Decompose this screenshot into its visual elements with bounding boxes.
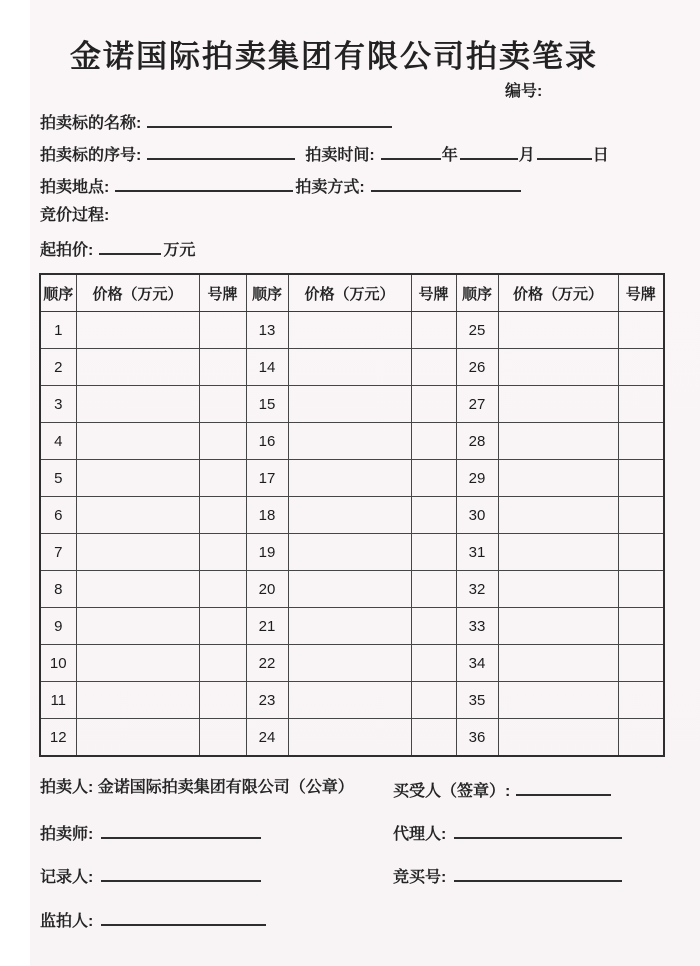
price-header: 价格（万元）	[288, 274, 411, 312]
price-cell	[76, 460, 199, 497]
paddle-cell	[199, 534, 246, 571]
price-cell	[498, 460, 618, 497]
price-cell	[288, 645, 411, 682]
lot-name-blank	[147, 110, 392, 128]
sequence-cell: 13	[246, 312, 288, 349]
paddle-cell	[411, 645, 456, 682]
price-cell	[288, 719, 411, 757]
lot-serial-time-line	[40, 142, 609, 166]
sequence-cell: 21	[246, 608, 288, 645]
paddle-cell	[411, 460, 456, 497]
table-row	[40, 312, 664, 349]
paddle-cell	[199, 719, 246, 757]
sequence-cell: 6	[40, 497, 76, 534]
price-cell	[498, 312, 618, 349]
paddle-cell	[199, 460, 246, 497]
sequence-cell: 3	[40, 386, 76, 423]
sequence-cell: 7	[40, 534, 76, 571]
bidder-no-field	[393, 864, 622, 888]
paddle-cell	[199, 497, 246, 534]
bidding-process-label: 竞价过程:	[40, 207, 110, 224]
price-header: 价格（万元）	[76, 274, 199, 312]
supervisor-label: 监拍人:	[40, 913, 94, 930]
price-cell	[288, 386, 411, 423]
location-label: 拍卖地点:	[40, 179, 110, 196]
paddle-header: 号牌	[618, 274, 664, 312]
day-suffix: 日	[592, 147, 609, 164]
auctioneer-agent-line	[40, 821, 447, 845]
paddle-cell	[199, 645, 246, 682]
sequence-cell: 14	[246, 349, 288, 386]
sequence-cell: 23	[246, 682, 288, 719]
sequence-cell: 15	[246, 386, 288, 423]
sequence-cell: 20	[246, 571, 288, 608]
price-cell	[498, 349, 618, 386]
lot-name-line	[40, 110, 392, 134]
paddle-cell	[618, 497, 664, 534]
price-cell	[498, 645, 618, 682]
supervisor-blank	[101, 908, 266, 926]
price-cell	[498, 386, 618, 423]
sequence-header: 顺序	[40, 274, 76, 312]
sequence-cell: 32	[456, 571, 498, 608]
sequence-cell: 25	[456, 312, 498, 349]
table-row	[40, 682, 664, 719]
paddle-cell	[411, 423, 456, 460]
paddle-cell	[618, 386, 664, 423]
location-blank	[115, 174, 293, 192]
paddle-cell	[618, 312, 664, 349]
table-row	[40, 423, 664, 460]
sequence-cell: 11	[40, 682, 76, 719]
number-label: 编号:	[505, 83, 543, 100]
table-row	[40, 534, 664, 571]
price-cell	[288, 349, 411, 386]
sequence-cell: 30	[456, 497, 498, 534]
auctioneer-company-label: 拍卖人: 金诺国际拍卖集团有限公司（公章）	[40, 779, 354, 796]
price-cell	[76, 534, 199, 571]
price-cell	[76, 682, 199, 719]
sequence-cell: 12	[40, 719, 76, 757]
paddle-cell	[411, 608, 456, 645]
bidder-no-blank	[454, 864, 622, 882]
table-row	[40, 349, 664, 386]
buyer-signature-field	[393, 778, 611, 802]
price-cell	[498, 497, 618, 534]
sequence-cell: 1	[40, 312, 76, 349]
paddle-cell	[618, 534, 664, 571]
paddle-header: 号牌	[411, 274, 456, 312]
document-title: 金诺国际拍卖集团有限公司拍卖笔录	[70, 39, 598, 74]
sequence-cell: 18	[246, 497, 288, 534]
price-header: 价格（万元）	[498, 274, 618, 312]
table-row	[40, 460, 664, 497]
sequence-cell: 35	[456, 682, 498, 719]
agent-label: 代理人:	[393, 826, 447, 843]
price-cell	[288, 312, 411, 349]
buyer-label: 买受人（签章）:	[393, 783, 511, 800]
lot-serial-label: 拍卖标的序号:	[40, 147, 142, 164]
paddle-cell	[199, 682, 246, 719]
paddle-cell	[199, 312, 246, 349]
paddle-cell	[618, 608, 664, 645]
price-cell	[498, 682, 618, 719]
auctioneer-label: 拍卖师:	[40, 826, 94, 843]
starting-price-unit: 万元	[163, 242, 196, 259]
auctioneer-blank	[101, 821, 261, 839]
sequence-cell: 34	[456, 645, 498, 682]
price-cell	[288, 497, 411, 534]
paddle-cell	[618, 682, 664, 719]
paddle-cell	[411, 571, 456, 608]
sequence-cell: 29	[456, 460, 498, 497]
sequence-cell: 8	[40, 571, 76, 608]
sequence-cell: 5	[40, 460, 76, 497]
table-row	[40, 719, 664, 757]
paddle-cell	[199, 386, 246, 423]
paddle-header: 号牌	[199, 274, 246, 312]
price-cell	[76, 645, 199, 682]
lot-name-label: 拍卖标的名称:	[40, 115, 142, 132]
sequence-cell: 27	[456, 386, 498, 423]
table-row	[40, 386, 664, 423]
paddle-cell	[411, 719, 456, 757]
sequence-cell: 24	[246, 719, 288, 757]
paddle-cell	[618, 349, 664, 386]
auctioneer-company-line	[40, 778, 511, 800]
paddle-cell	[618, 719, 664, 757]
paddle-cell	[199, 423, 246, 460]
price-cell	[288, 534, 411, 571]
agent-blank	[454, 821, 622, 839]
paddle-cell	[618, 460, 664, 497]
starting-price-line	[40, 237, 195, 261]
sequence-cell: 9	[40, 608, 76, 645]
table-header-row	[40, 274, 664, 312]
paddle-cell	[411, 682, 456, 719]
price-cell	[498, 719, 618, 757]
sequence-cell: 31	[456, 534, 498, 571]
paddle-cell	[199, 349, 246, 386]
recorder-label: 记录人:	[40, 869, 94, 886]
paddle-cell	[199, 571, 246, 608]
paddle-cell	[411, 312, 456, 349]
price-cell	[288, 682, 411, 719]
price-cell	[76, 571, 199, 608]
sequence-cell: 16	[246, 423, 288, 460]
price-cell	[76, 423, 199, 460]
price-cell	[76, 608, 199, 645]
starting-price-label: 起拍价:	[40, 242, 94, 259]
price-cell	[498, 423, 618, 460]
sequence-header: 顺序	[246, 274, 288, 312]
bidding-process-line	[40, 206, 109, 226]
year-blank	[381, 142, 441, 160]
sequence-header: 顺序	[456, 274, 498, 312]
paddle-cell	[618, 571, 664, 608]
sequence-cell: 2	[40, 349, 76, 386]
starting-price-blank	[99, 237, 161, 255]
sequence-cell: 17	[246, 460, 288, 497]
price-cell	[288, 460, 411, 497]
month-suffix: 月	[518, 147, 535, 164]
sequence-cell: 22	[246, 645, 288, 682]
price-cell	[288, 571, 411, 608]
table-row	[40, 497, 664, 534]
sequence-cell: 28	[456, 423, 498, 460]
price-cell	[76, 349, 199, 386]
supervisor-line	[40, 908, 266, 932]
price-cell	[498, 534, 618, 571]
method-blank	[371, 174, 521, 192]
document-number-line	[505, 78, 542, 101]
price-cell	[76, 386, 199, 423]
price-cell	[498, 608, 618, 645]
method-label: 拍卖方式:	[295, 179, 365, 196]
agent-field	[393, 821, 622, 845]
bidder-no-label: 竞买号:	[393, 869, 447, 886]
bidding-record-table	[39, 273, 665, 757]
buyer-blank	[516, 778, 611, 796]
paddle-cell	[411, 534, 456, 571]
recorder-bidderno-line	[40, 864, 447, 888]
paddle-cell	[618, 645, 664, 682]
price-cell	[76, 312, 199, 349]
paddle-cell	[199, 608, 246, 645]
day-blank	[537, 142, 592, 160]
price-cell	[76, 719, 199, 757]
sequence-cell: 4	[40, 423, 76, 460]
year-suffix: 年	[441, 147, 458, 164]
paddle-cell	[411, 386, 456, 423]
paddle-cell	[618, 423, 664, 460]
price-cell	[76, 497, 199, 534]
price-cell	[288, 423, 411, 460]
table-row	[40, 571, 664, 608]
sequence-cell: 36	[456, 719, 498, 757]
auction-time-label: 拍卖时间:	[305, 147, 375, 164]
lot-serial-blank	[147, 142, 295, 160]
price-cell	[288, 608, 411, 645]
sequence-cell: 26	[456, 349, 498, 386]
recorder-blank	[101, 864, 261, 882]
price-cell	[498, 571, 618, 608]
sequence-cell: 33	[456, 608, 498, 645]
table-row	[40, 645, 664, 682]
sequence-cell: 19	[246, 534, 288, 571]
table-row	[40, 608, 664, 645]
sequence-cell: 10	[40, 645, 76, 682]
month-blank	[460, 142, 518, 160]
location-method-line	[40, 174, 521, 198]
paddle-cell	[411, 349, 456, 386]
paddle-cell	[411, 497, 456, 534]
